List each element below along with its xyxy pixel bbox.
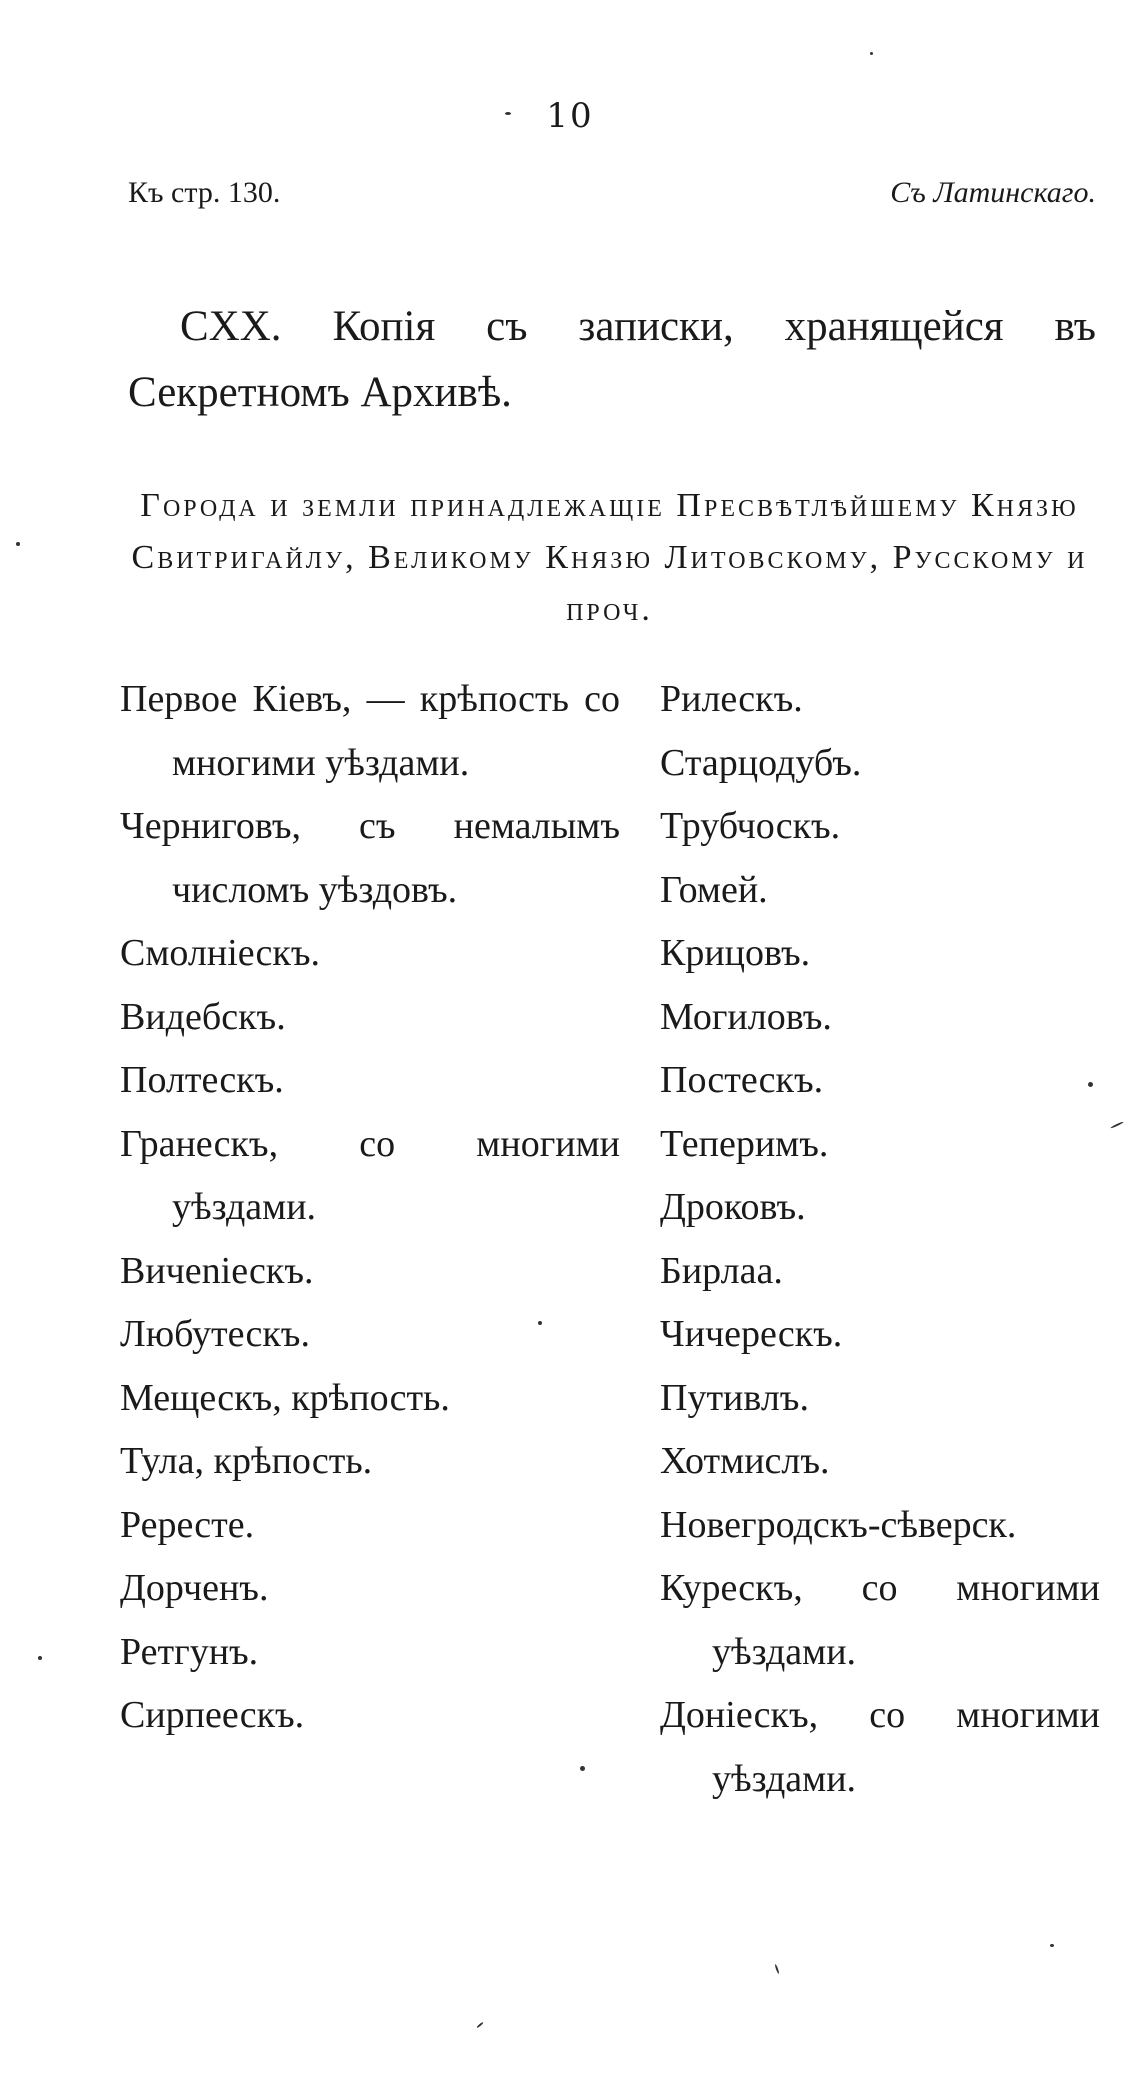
left-column-entry: Полтескъ. — [120, 1059, 284, 1101]
right-column-entry: Теперимъ. — [660, 1122, 829, 1165]
scan-speck — [38, 1656, 42, 1660]
right-column-entry: Курескъ, со многими уѣздами. — [660, 1567, 1100, 1673]
scan-speck — [1088, 1082, 1093, 1087]
right-column-entry: Путивлъ. — [660, 1376, 809, 1419]
right-column-entry: Хотмислъ. — [660, 1440, 830, 1482]
left-column-entry: Тула, крѣпость. — [120, 1440, 373, 1482]
scan-speck — [16, 542, 20, 546]
right-column-entry: Гомей. — [660, 868, 768, 911]
left-column-entry: Гранескъ, со многими уѣздами. — [120, 1122, 620, 1228]
left-column-entry: Любутескъ. — [120, 1313, 310, 1355]
page-number: 10 — [546, 96, 594, 136]
scan-speck — [505, 112, 511, 115]
left-column-entry: Вичеnіескъ. — [120, 1249, 314, 1292]
right-column-entry: Новегродскъ-сѣверск. — [660, 1503, 1017, 1546]
right-column-entry: Постескъ. — [660, 1059, 824, 1101]
right-column-entry: Крицовъ. — [660, 932, 811, 974]
document-heading: CXX. Копія съ записки, хранящейся въ Секретномъ Архивѣ. — [128, 303, 1096, 416]
scan-speck — [1050, 1944, 1054, 1947]
scan-speck — [870, 52, 873, 55]
right-column-entry: Бирлаа. — [660, 1249, 783, 1292]
left-column-entry: Смолніескъ. — [120, 932, 321, 974]
right-column-entry: Старцодубъ. — [660, 741, 862, 784]
right-column-list — [660, 668, 1100, 1811]
right-column-entry: Рилескъ. — [660, 678, 803, 720]
left-column-entry: Сирпеескъ. — [120, 1694, 305, 1736]
scan-speck — [538, 1321, 542, 1325]
header-page-reference: Къ стр. 130. — [128, 176, 281, 209]
right-column-entry: Могиловъ. — [660, 995, 832, 1038]
right-column-entry: Доніескъ, со многими уѣздами. — [660, 1694, 1100, 1800]
scan-speck — [1110, 1121, 1124, 1129]
left-column-entry: Ретгунъ. — [120, 1630, 259, 1673]
document-subtitle: Города и земли принадлежащіе Пресвѣтлѣйшему Князю Свитригайлу, Великому Князю Литовскому, Русскому и проч. — [131, 487, 1088, 628]
scan-speck — [580, 1766, 585, 1771]
header-source-language: Съ Латинскаго. — [890, 176, 1096, 209]
scan-speck — [774, 1964, 779, 1974]
right-column-entry: Дроковъ. — [660, 1186, 806, 1228]
scan-speck — [476, 2022, 483, 2029]
left-column-list — [120, 668, 620, 1748]
left-column-entry: Черниговъ, съ немалымъ числомъ уѣздовъ. — [120, 805, 620, 911]
running-header — [128, 176, 1096, 210]
left-column-entry: Дорченъ. — [120, 1567, 269, 1609]
right-column-entry: Чичерескъ. — [660, 1313, 843, 1355]
left-column-entry: Ререстe. — [120, 1503, 255, 1546]
left-column-entry: Мещескъ, крѣпость. — [120, 1376, 450, 1419]
left-column-entry: Видебскъ. — [120, 995, 286, 1038]
left-column-entry: Первое Кіевъ, — крѣпость со многими уѣздами. — [120, 678, 620, 784]
right-column-entry: Трубчоскъ. — [660, 805, 841, 847]
